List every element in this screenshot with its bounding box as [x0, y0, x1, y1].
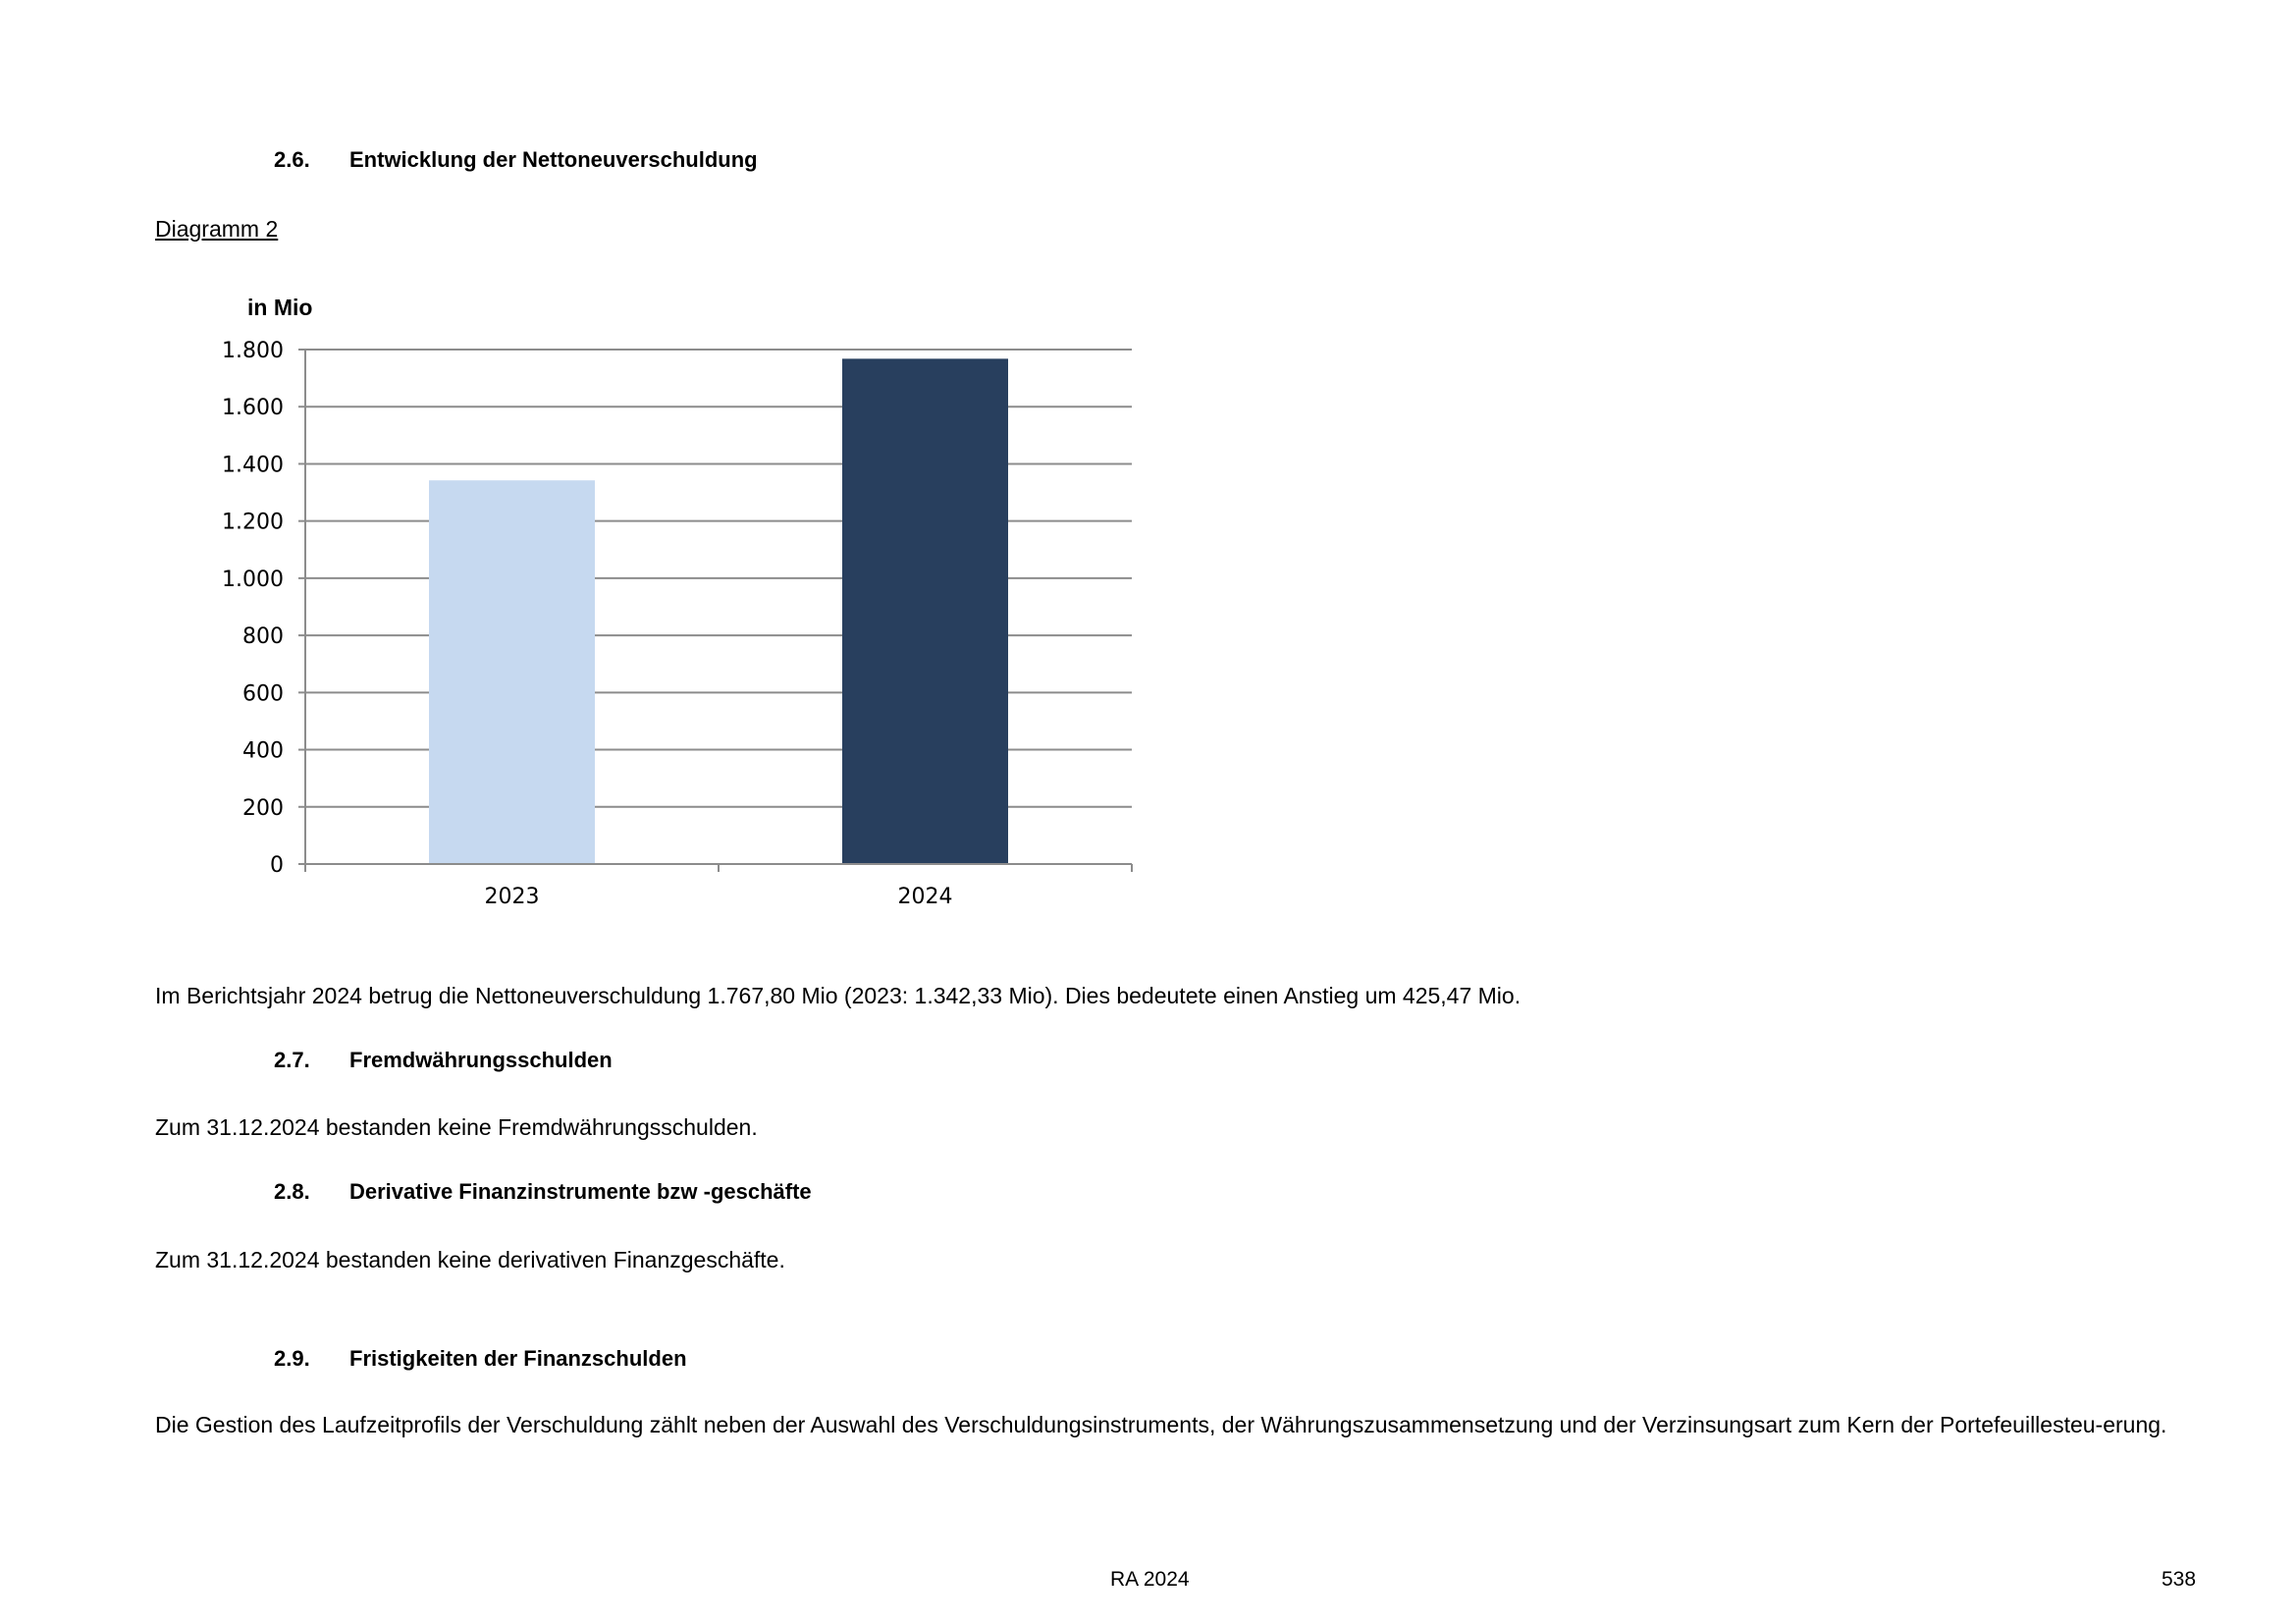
y-tick-label: 1.200 — [222, 510, 284, 535]
y-tick-label: 200 — [242, 795, 284, 821]
net-borrowing-bar-chart — [147, 285, 1158, 933]
section-title: Fremdwährungsschulden — [349, 1048, 613, 1072]
derivatives-paragraph: Zum 31.12.2024 bestanden keine derivativen Finanzgeschäfte. — [155, 1247, 785, 1272]
maturity-paragraph: Die Gestion des Laufzeitprofils der Verschuldung zählt neben der Auswahl des Verschuldungsinstruments, der Währungszusammensetzung und der Verzinsungsart zum Kern der Portefeuillesteu-erung. — [155, 1412, 2167, 1437]
y-tick-label: 600 — [242, 681, 284, 707]
chart-x-tick-labels — [485, 885, 953, 909]
diagram-label: Diagramm 2 — [155, 216, 279, 242]
bar-2024 — [842, 358, 1008, 864]
foreign-currency-paragraph: Zum 31.12.2024 bestanden keine Fremdwährungsschulden. — [155, 1114, 758, 1140]
section-title: Fristigkeiten der Finanzschulden — [349, 1346, 687, 1371]
y-tick-label: 800 — [242, 624, 284, 650]
chart-bars — [429, 358, 1008, 864]
net-borrowing-paragraph: Im Berichtsjahr 2024 betrug die Nettoneuverschuldung 1.767,80 Mio (2023: 1.342,33 Mio). Dies bedeutete einen Anstieg um 425,47 Mio. — [155, 983, 1522, 1008]
y-tick-label: 400 — [242, 738, 284, 764]
chart-unit-label: in Mio — [247, 295, 313, 320]
x-tick-label: 2023 — [484, 885, 540, 909]
y-tick-label: 1.800 — [222, 339, 284, 363]
chart-y-tick-labels — [222, 339, 284, 878]
bar-2023 — [429, 480, 595, 864]
section-number: 2.8. — [274, 1179, 310, 1204]
footer-report-label: RA 2024 — [1110, 1568, 1190, 1591]
y-tick-label: 1.400 — [222, 453, 284, 478]
section-number: 2.9. — [274, 1346, 310, 1371]
y-tick-label: 1.600 — [222, 396, 284, 421]
y-tick-label: 0 — [270, 853, 284, 878]
x-tick-label: 2024 — [897, 885, 953, 909]
section-title: Derivative Finanzinstrumente bzw -geschäfte — [349, 1179, 812, 1204]
footer-page-number: 538 — [2162, 1568, 2197, 1591]
y-tick-label: 1.000 — [222, 567, 284, 592]
section-number: 2.7. — [274, 1048, 310, 1072]
section-number: 2.6. — [274, 147, 310, 172]
section-title: Entwicklung der Nettoneuverschuldung — [349, 147, 758, 172]
